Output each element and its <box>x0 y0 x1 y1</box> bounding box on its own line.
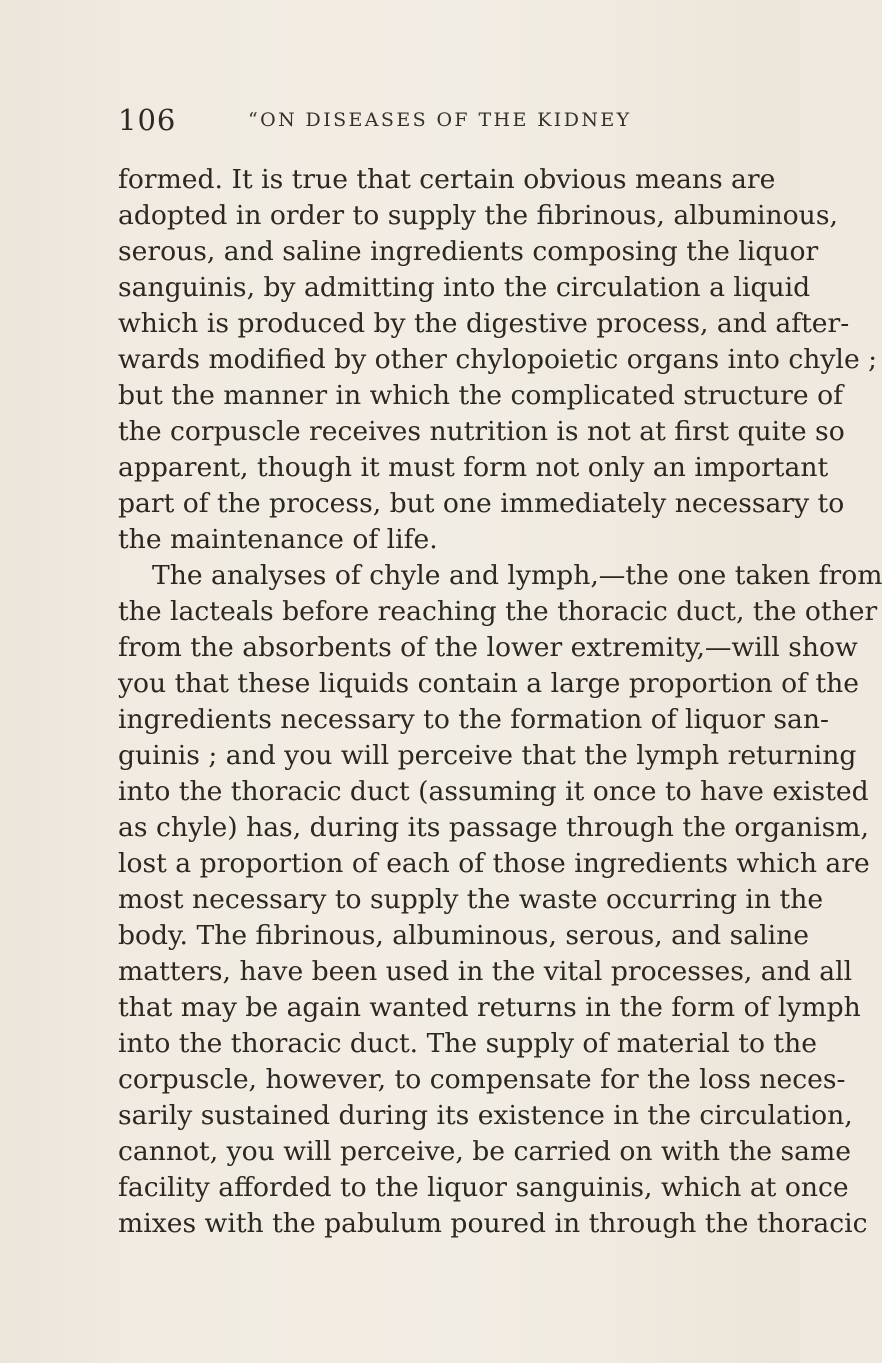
text-line: matters, have been used in the vital processes, and all <box>118 956 853 987</box>
text-line: facility afforded to the liquor sanguinis, which at once <box>118 1172 849 1203</box>
text-line: guinis ; and you will perceive that the lymph returning <box>118 740 857 771</box>
page-number: 106 <box>118 103 177 137</box>
text-line: sarily sustained during its existence in the circulation, <box>118 1100 853 1131</box>
body-text <box>118 162 882 1242</box>
text-line: the maintenance of life. <box>118 524 438 555</box>
text-line: formed. It is true that certain obvious means are <box>118 164 776 195</box>
text-line: corpuscle, however, to compensate for the loss neces- <box>118 1064 846 1095</box>
text-line: but the manner in which the complicated structure of <box>118 380 843 411</box>
text-line: The analyses of chyle and lymph,—the one taken from <box>152 560 882 591</box>
text-line: you that these liquids contain a large proportion of the <box>118 668 860 699</box>
text-line: body. The fibrinous, albuminous, serous, and saline <box>118 920 809 951</box>
text-line: into the thoracic duct. The supply of material to the <box>118 1028 817 1059</box>
text-line: wards modified by other chylopoietic organs into chyle ; <box>118 344 878 375</box>
text-line: most necessary to supply the waste occurring in the <box>118 884 824 915</box>
text-line: ingredients necessary to the formation of liquor san- <box>118 704 829 735</box>
text-line: part of the process, but one immediately necessary to <box>118 488 845 519</box>
text-line: from the absorbents of the lower extremity,—will show <box>118 632 858 663</box>
text-line: sanguinis, by admitting into the circulation a liquid <box>118 272 811 303</box>
paragraph-2 <box>118 558 882 1242</box>
text-line: adopted in order to supply the fibrinous, albuminous, <box>118 200 838 231</box>
text-line: cannot, you will perceive, be carried on with the same <box>118 1136 851 1167</box>
text-line: the lacteals before reaching the thoracic duct, the other <box>118 596 878 627</box>
paragraph-1 <box>118 162 878 558</box>
running-title: “ON DISEASES OF THE KIDNEY <box>248 109 632 131</box>
text-line: as chyle) has, during its passage through the organism, <box>118 812 869 843</box>
text-line: lost a proportion of each of those ingredients which are <box>118 848 870 879</box>
page-header <box>118 103 758 143</box>
text-line: that may be again wanted returns in the form of lymph <box>118 992 861 1023</box>
text-line: which is produced by the digestive process, and after- <box>118 308 850 339</box>
text-line: the corpuscle receives nutrition is not at first quite so <box>118 416 845 447</box>
text-line: into the thoracic duct (assuming it once to have existed <box>118 776 869 807</box>
text-line: apparent, though it must form not only an important <box>118 452 829 483</box>
text-line: mixes with the pabulum poured in through the thoracic <box>118 1208 868 1239</box>
text-line: serous, and saline ingredients composing the liquor <box>118 236 819 267</box>
